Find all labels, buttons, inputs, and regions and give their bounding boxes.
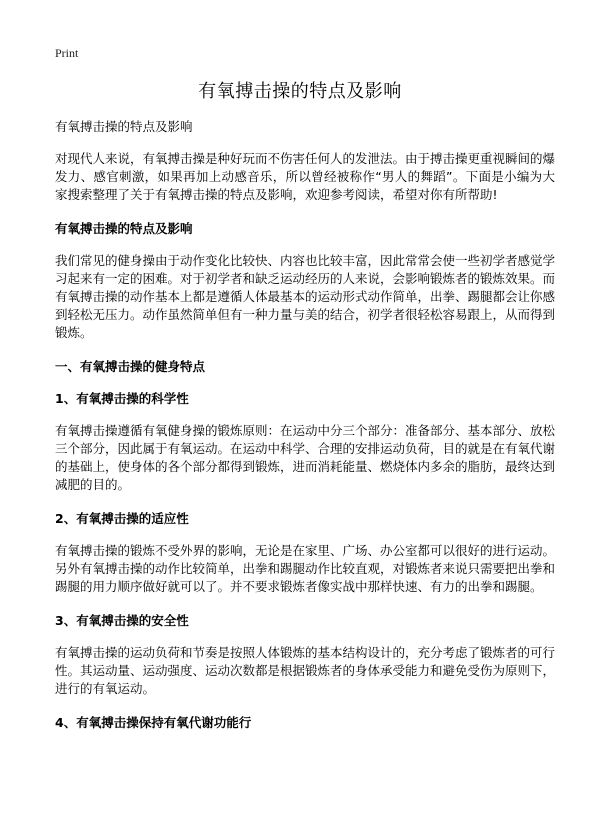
article-subtitle: 有氧搏击操的特点及影响	[55, 119, 193, 134]
page-title: 有氧搏击操的特点及影响	[198, 81, 402, 102]
article-body	[55, 118, 555, 746]
print-label: Print	[55, 46, 79, 60]
item-3-heading: 3、有氧搏击操的安全性	[55, 613, 189, 628]
item-1-heading: 1、有氧搏击操的科学性	[55, 391, 189, 406]
item-2-heading: 2、有氧搏击操的适应性	[55, 511, 189, 526]
section-heading: 有氧搏击操的特点及影响	[55, 221, 193, 236]
item-2-paragraph: 有氧搏击操的锻炼不受外界的影响，无论是在家里、广场、办公室都可以很好的进行运动。另外有氧搏击操的动作比较简单，出拳和踢腿动作比较直观，对锻炼者来说只需要把出拳和踢腿的用力顺序做好就可以了。并不要求锻炼者像实战中那样快速、有力的出拳和踢腿。	[55, 543, 556, 594]
item-4-heading: 4、有氧搏击操保持有氧代谢功能行	[55, 715, 252, 730]
section-paragraph: 我们常见的健身操由于动作变化比较快、内容也比较丰富，因此常常会使一些初学者感觉学习起来有一定的困难。对于初学者和缺乏运动经历的人来说，会影响锻炼者的锻炼效果。而有氧搏击操的动作基本上都是遵循人体最基本的运动形式动作简单，出拳、踢腿都会让你感到轻松无压力。动作虽然简单但有一种力量与美的结合，初学者很轻松容易跟上，从而得到锻炼。	[55, 253, 556, 340]
item-1-paragraph: 有氧搏击操遵循有氧健身操的锻炼原则：在运动中分三个部分：准备部分、基本部分、放松三个部分，因此属于有氧运动。在运动中科学、合理的安排运动负荷，目的就是在有氧代谢的基础上，使身体的各个部分都得到锻炼，进而消耗能量、燃烧体内多余的脂肪，最终达到减肥的目的。	[55, 423, 556, 492]
part1-heading: 一、有氧搏击操的健身特点	[55, 359, 206, 374]
item-3-paragraph: 有氧搏击操的运动负荷和节奏是按照人体锻炼的基本结构设计的，充分考虑了锻炼者的可行性。其运动量、运动强度、运动次数都是根据锻炼者的身体承受能力和避免受伤为原则下，进行的有氧运动。	[55, 645, 556, 696]
intro-paragraph: 对现代人来说，有氧搏击操是种好玩而不伤害任何人的发泄法。由于搏击操更重视瞬间的爆发力、感官刺激，如果再加上动感音乐，所以曾经被称作“男人的舞蹈”。下面是小编为大家搜索整理了关于有氧搏击操的特点及影响，欢迎参考阅读，希望对你有所帮助!	[55, 151, 556, 202]
